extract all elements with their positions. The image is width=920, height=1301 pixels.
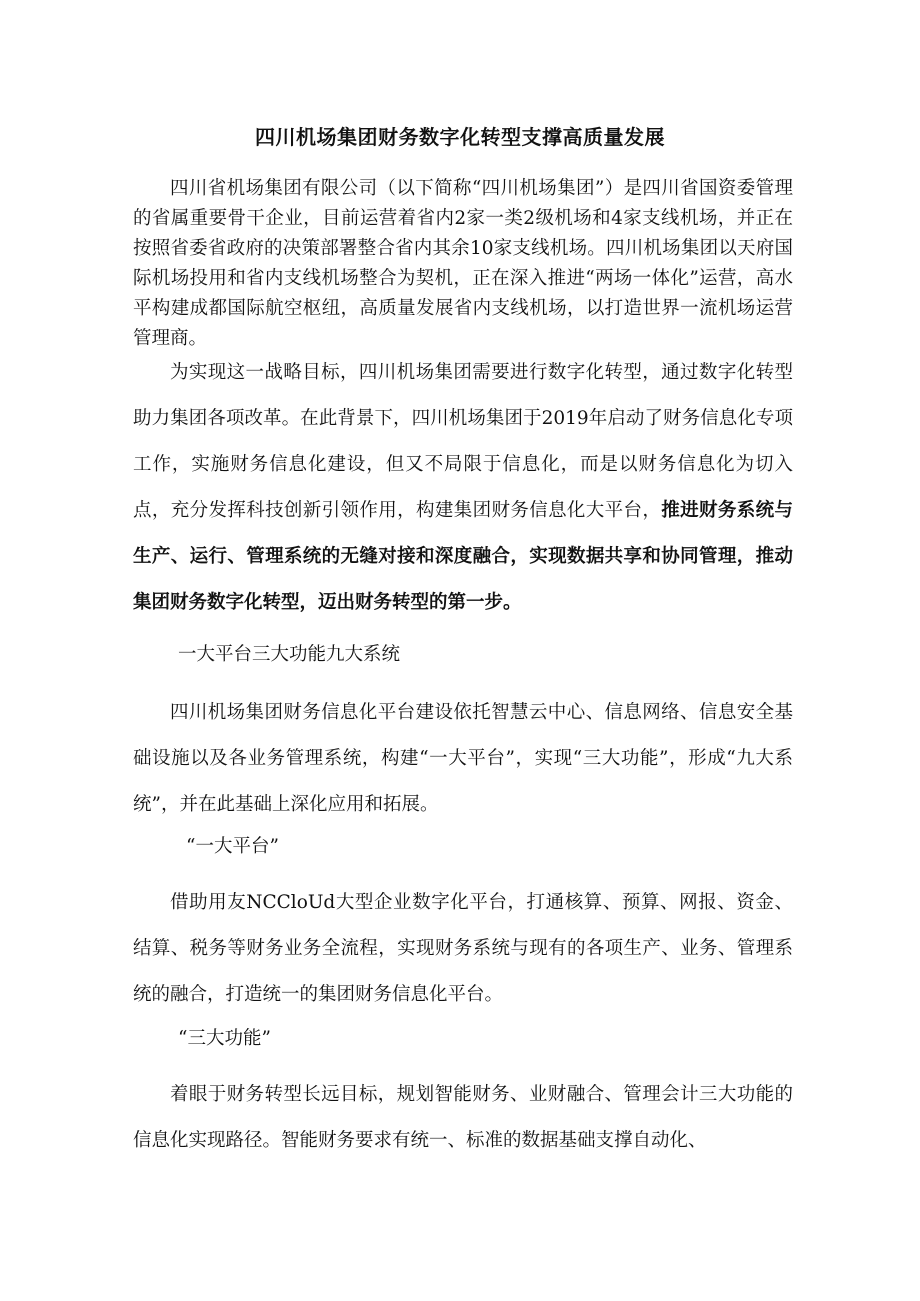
paragraph-platform-overview: 四川机场集团财务信息化平台建设依托智慧云中心、信息网络、信息安全基础设施以及各业务管理系统，构建“一大平台”，实现“三大功能”，形成“九大系统”，并在此基础上深化应用和拓展。 — [133, 702, 793, 815]
section-heading: 一大平台三大功能九大系统 — [178, 644, 401, 665]
paragraph-three-functions: 着眼于财务转型长远目标，规划智能财务、业财融合、管理会计三大功能的信息化实现路径。智能财务要求有统一、标准的数据基础支撑自动化、 — [133, 1084, 793, 1151]
paragraph-strategy — [133, 350, 793, 626]
paragraph-one-platform: 借助用友NCCloUd大型企业数字化平台，打通核算、预算、网报、资金、结算、税务等财务业务全流程，实现财务系统与现有的各项生产、业务、管理系统的融合，打造统一的集团财务信息化平台。 — [133, 892, 793, 1005]
subheading-one-platform: “一大平台” — [186, 836, 279, 857]
paragraph-intro: 四川省机场集团有限公司（以下简称“四川机场集团”）是四川省国资委管理的省属重要骨干企业，目前运营着省内2家一类2级机场和4家支线机场，并正在按照省委省政府的决策部署整合省内其余10家支线机场。四川机场集团以天府国际机场投用和省内支线机场整合为契机，正在深入推进“两场一体化”运营，高水平构建成都国际航空枢纽，高质量发展省内支线机场，以打造世界一流机场运营管理商。 — [133, 178, 793, 349]
document-title: 四川机场集团财务数字化转型支撑高质量发展 — [255, 125, 665, 149]
paragraph-strategy-text: 为实现这一战略目标，四川机场集团需要进行数字化转型，通过数字化转型助力集团各项改革。在此背景下，四川机场集团于2019年启动了财务信息化专项工作，实施财务信息化建设，但又不局限于信息化，而是以财务信息化为切入点，充分发挥科技创新引领作用，构建集团财务信息化大平台， — [133, 362, 793, 521]
paragraph-strategy-bold-text: 推进财务系统与生产、运行、管理系统的无缝对接和深度融合，实现数据共享和协同管理，推动集团财务数字化转型，迈出财务转型的第一步。 — [133, 500, 793, 613]
subheading-three-functions: “三大功能” — [178, 1028, 271, 1049]
